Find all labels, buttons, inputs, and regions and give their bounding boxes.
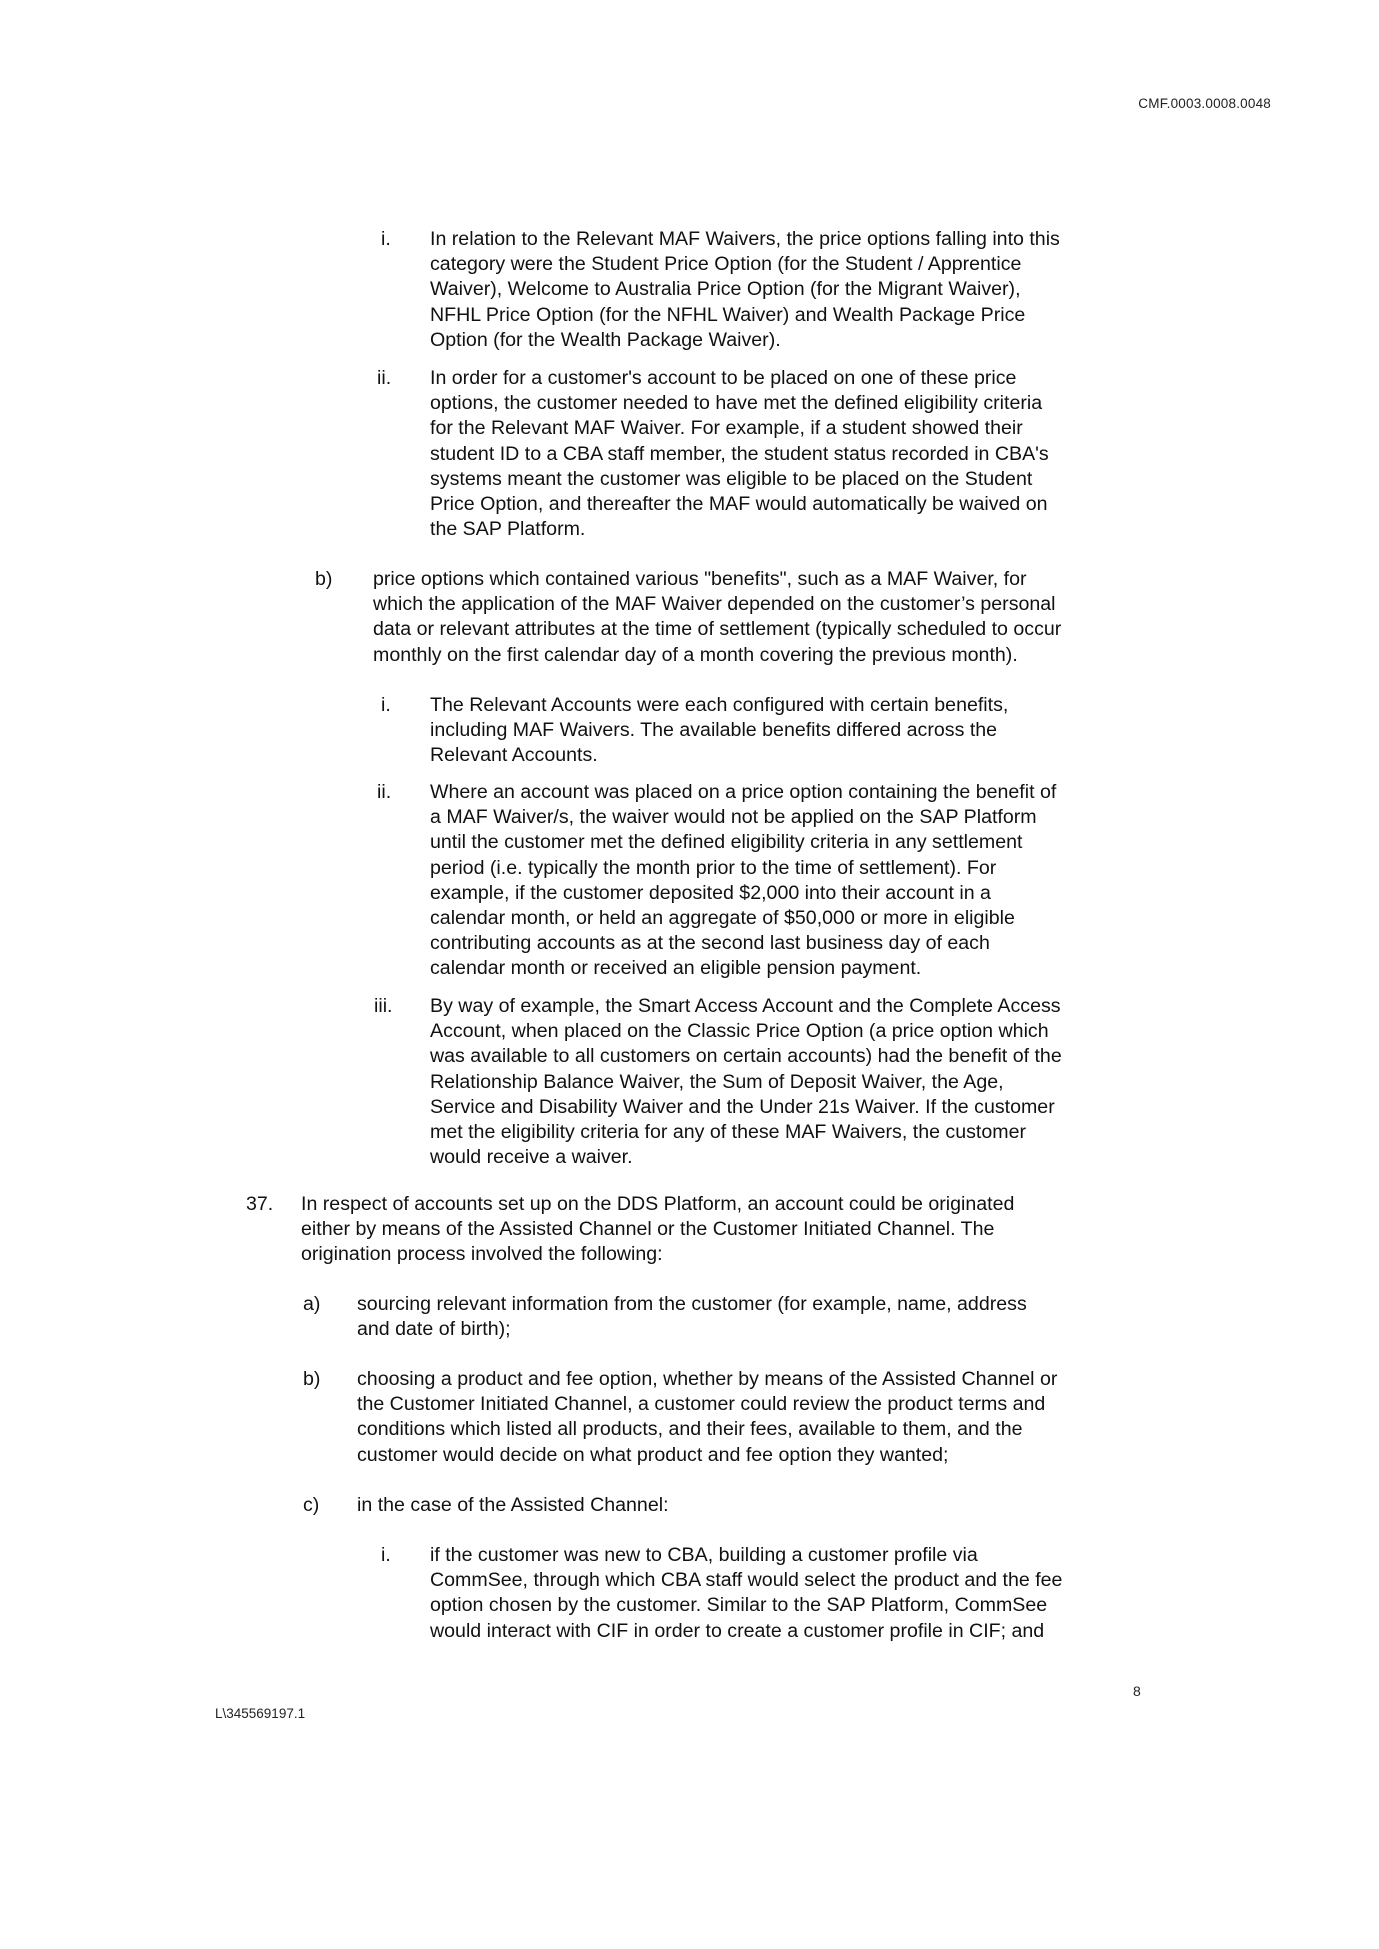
footer-document-id: L\345569197.1 [215, 1706, 306, 1721]
list-marker: c) [303, 1494, 320, 1516]
paragraph-text: price options which contained various "benefits", such as a MAF Waiver, for which the application of the MAF Waiver depended on the customer’s personal data or relevant attributes at the time of settlement (typically scheduled to occur monthly on the first calendar day of a month covering the previous month). [373, 568, 1062, 666]
list-marker: i. [381, 694, 391, 716]
paragraph-text: In respect of accounts set up on the DDS Platform, an account could be originated either by means of the Assisted Channel or the Customer Initiated Channel. The origination process involved the following: [301, 1193, 1015, 1266]
list-marker: b) [303, 1368, 321, 1390]
list-marker: i. [381, 228, 391, 250]
paragraph-number: 37. [246, 1193, 274, 1215]
list-marker: ii. [377, 367, 392, 389]
paragraph-text: By way of example, the Smart Access Account and the Complete Access Account, when placed on the Classic Price Option (a price option which was available to all customers on certain accounts) had the benefit of the Relationship Balance Waiver, the Sum of Deposit Waiver, the Age, Service and Disability Waiver and the Under 21s Waiver. If the customer met the eligibility criteria for any of these MAF Waivers, the customer would receive a waiver. [430, 995, 1062, 1169]
paragraph-text: Where an account was placed on a price option containing the benefit of a MAF Waiver/s, the waiver would not be applied on the SAP Platform until the customer met the defined eligibility criteria in any settlement period (i.e. typically the month prior to the time of settlement). For example, if the customer deposited $2,000 into their account in a calendar month, or held an aggregate of $50,000 or more in eligible contributing accounts as at the second last business day of each calendar month or received an eligible pension payment. [430, 781, 1057, 980]
paragraph-text: if the customer was new to CBA, building a customer profile via CommSee, through which CBA staff would select the product and the fee option chosen by the customer. Similar to the SAP Platform, CommSee would interact with CIF in order to create a customer profile in CIF; and [430, 1544, 1063, 1642]
paragraph-text: The Relevant Accounts were each configured with certain benefits, including MAF Waivers. The available benefits differed across the Relevant Accounts. [430, 694, 1009, 767]
document-reference: CMF.0003.0008.0048 [1138, 96, 1271, 111]
paragraph-text: In relation to the Relevant MAF Waivers, the price options falling into this category were the Student Price Option (for the Student / Apprentice Waiver), Welcome to Australia Price Option (for the Migrant Waiver), NFHL Price Option (for the NFHL Waiver) and Wealth Package Price Option (for the Wealth Package Waiver). [430, 228, 1060, 351]
paragraph-text: In order for a customer's account to be placed on one of these price options, the customer needed to have met the defined eligibility criteria for the Relevant MAF Waiver. For example, if a student showed their student ID to a CBA staff member, the student status recorded in CBA's systems meant the customer was eligible to be placed on the Student Price Option, and thereafter the MAF would automatically be waived on the SAP Platform. [430, 367, 1049, 541]
list-marker: iii. [374, 995, 393, 1017]
paragraph-text: in the case of the Assisted Channel: [357, 1494, 669, 1516]
list-marker: i. [381, 1544, 391, 1566]
list-marker: ii. [377, 781, 392, 803]
paragraph-text: sourcing relevant information from the customer (for example, name, address and date of birth); [357, 1293, 1027, 1341]
list-marker: b) [315, 568, 333, 590]
page-number: 8 [1133, 1683, 1141, 1699]
paragraph-text: choosing a product and fee option, whether by means of the Assisted Channel or the Customer Initiated Channel, a customer could review the product terms and conditions which listed all products, and their fees, available to them, and the customer would decide on what product and fee option they wanted; [357, 1368, 1058, 1466]
list-marker: a) [303, 1293, 321, 1315]
